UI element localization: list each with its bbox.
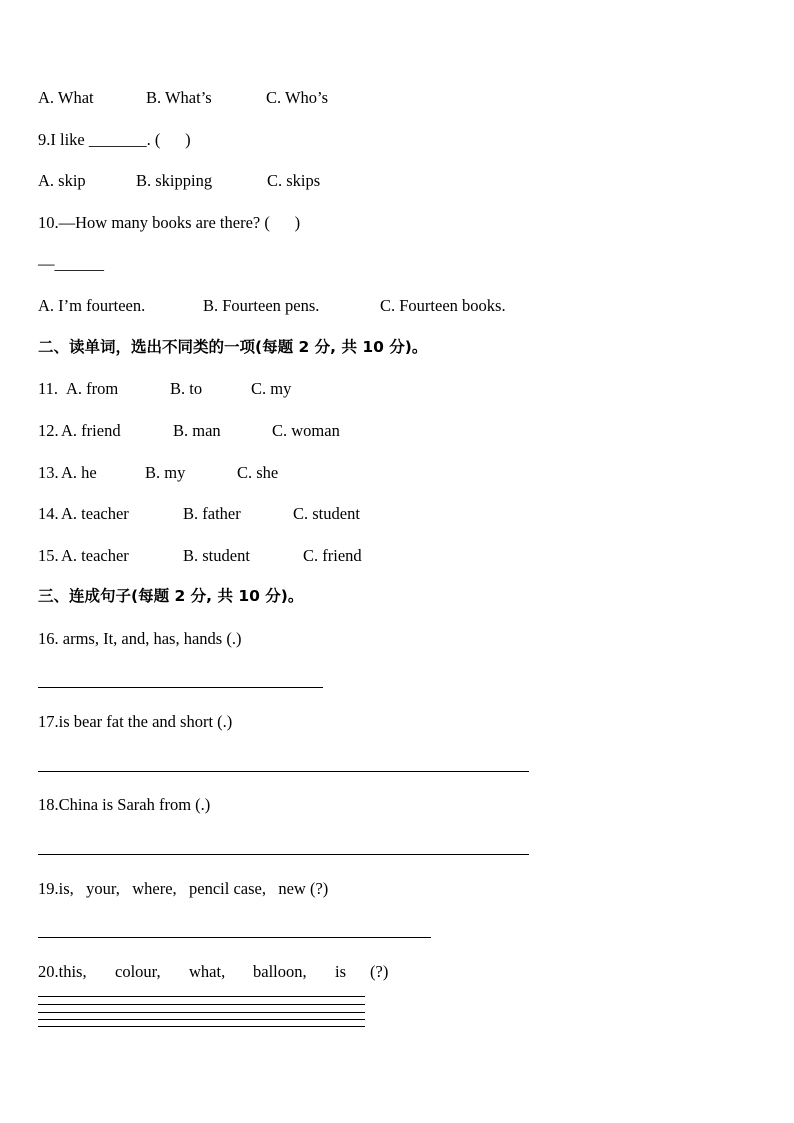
q20-word-5: is bbox=[335, 962, 347, 981]
q19-prompt: 19.is, your, where, pencil case, new (?) bbox=[38, 879, 329, 898]
q13-option-a: A. he bbox=[61, 463, 97, 482]
q11-option-c: C. my bbox=[251, 379, 292, 398]
q9-option-c: C. skips bbox=[267, 171, 321, 190]
section-3-title: 三、连成句子(每题 2 分, 共 10 分)。 bbox=[38, 587, 304, 605]
q10-option-c: C. Fourteen books. bbox=[380, 296, 506, 315]
q12-option-b: B. man bbox=[173, 421, 221, 440]
q15-option-a: A. teacher bbox=[61, 546, 129, 565]
q20-answer-line-3 bbox=[38, 1012, 365, 1013]
q20-word-4: balloon, bbox=[253, 962, 307, 981]
q10-option-b: B. Fourteen pens. bbox=[203, 296, 320, 315]
q20-word-2: colour, bbox=[115, 962, 161, 981]
q14-number: 14. bbox=[38, 504, 59, 523]
q15-number: 15. bbox=[38, 546, 59, 565]
q10-option-a: A. I’m fourteen. bbox=[38, 296, 146, 315]
q17-prompt: 17.is bear fat the and short (.) bbox=[38, 712, 233, 731]
q19-answer-line bbox=[38, 937, 431, 938]
q8-option-b: B. What’s bbox=[146, 88, 212, 107]
q16-answer-line bbox=[38, 687, 323, 688]
q15-option-b: B. student bbox=[183, 546, 250, 565]
q8-option-c: C. Who’s bbox=[266, 88, 329, 107]
q10-stem: 10.—How many books are there? ( ) bbox=[38, 213, 301, 232]
q9-option-a: A. skip bbox=[38, 171, 86, 190]
q18-answer-line bbox=[38, 854, 529, 855]
q20-answer-line-4 bbox=[38, 1019, 365, 1020]
q9-stem: 9.I like _______. ( ) bbox=[38, 130, 191, 149]
section-2-title: 二、读单词，选出不同类的一项(每题 2 分, 共 10 分)。 bbox=[38, 338, 428, 356]
q20-word-1: 20.this, bbox=[38, 962, 87, 981]
q16-prompt: 16. arms, It, and, has, hands (.) bbox=[38, 629, 242, 648]
q13-number: 13. bbox=[38, 463, 59, 482]
q15-option-c: C. friend bbox=[303, 546, 362, 565]
q14-option-b: B. father bbox=[183, 504, 241, 523]
q20-word-6: (?) bbox=[370, 962, 389, 981]
q14-option-a: A. teacher bbox=[61, 504, 129, 523]
q10-answer-blank: —______ bbox=[38, 254, 104, 273]
q11-number: 11. bbox=[38, 379, 59, 398]
q11-option-a: A. from bbox=[66, 379, 119, 398]
q17-answer-line bbox=[38, 771, 529, 772]
q12-number: 12. bbox=[38, 421, 59, 440]
q14-option-c: C. student bbox=[293, 504, 360, 523]
q13-option-b: B. my bbox=[145, 463, 186, 482]
q12-option-c: C. woman bbox=[272, 421, 340, 440]
q20-prompt bbox=[38, 962, 389, 1102]
q9-option-b: B. skipping bbox=[136, 171, 213, 190]
q20-answer-line-2 bbox=[38, 1004, 365, 1005]
q13-option-c: C. she bbox=[237, 463, 279, 482]
q20-answer-line-5 bbox=[38, 1026, 365, 1027]
q8-option-a: A. What bbox=[38, 88, 94, 107]
q18-prompt: 18.China is Sarah from (.) bbox=[38, 795, 211, 814]
q11-option-b: B. to bbox=[170, 379, 203, 398]
q20-word-3: what, bbox=[189, 962, 226, 981]
q20-answer-line-1 bbox=[38, 996, 365, 997]
q12-option-a: A. friend bbox=[61, 421, 121, 440]
